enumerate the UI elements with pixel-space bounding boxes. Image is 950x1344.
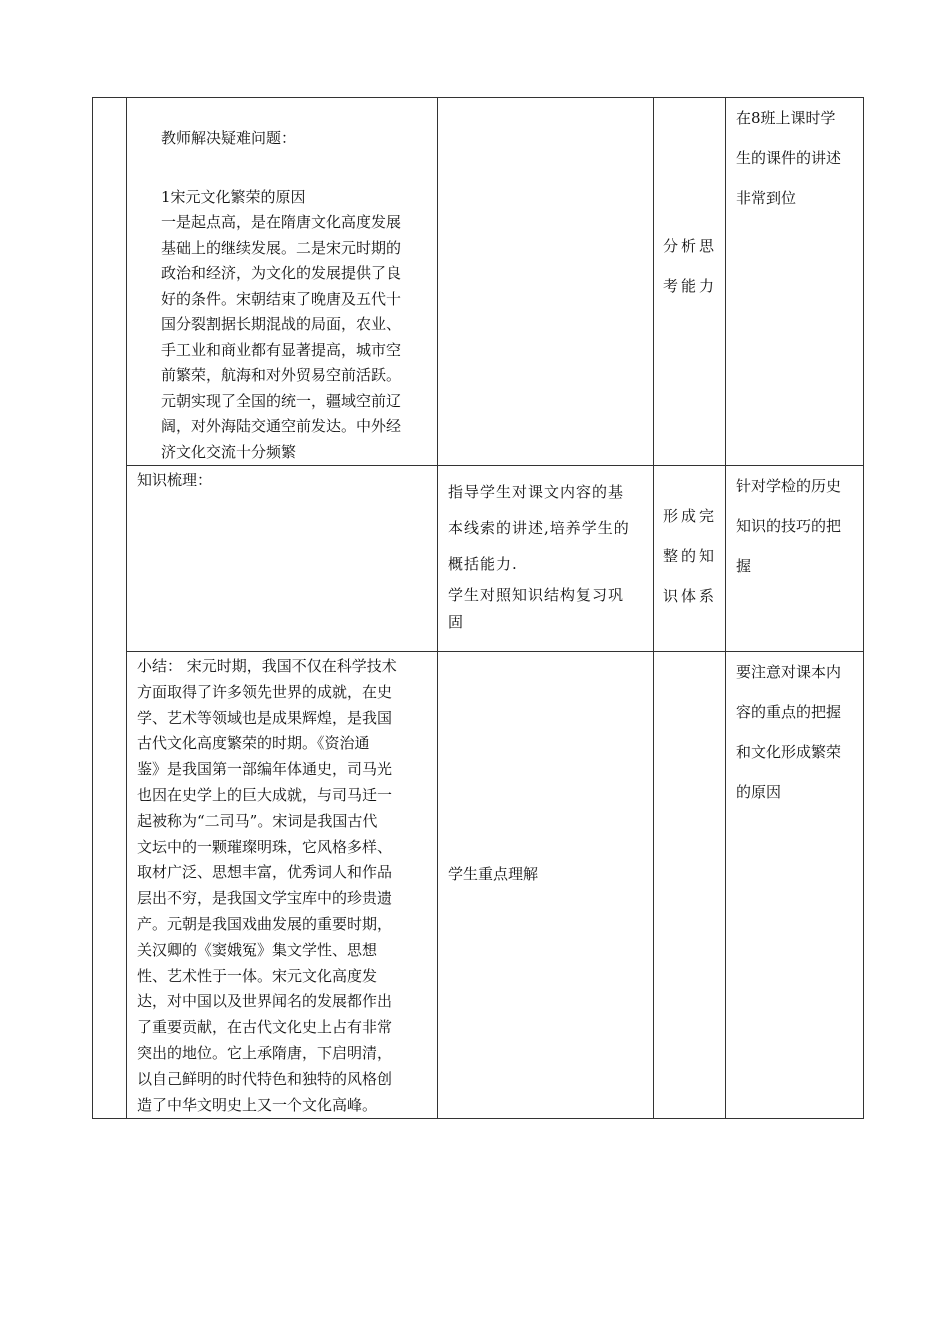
teacher-activity-cell [127,98,438,466]
section-heading: 教师解决疑难问题： [161,128,297,147]
section-body: 1宋元文化繁荣的原因 一是起点高，是在隋唐文化高度发展 基础上的继续发展。二是宋元时期的 政治和经济，为文化的发展提供了良 好的条件。宋朝结束了晚唐及五代十 国分裂割据长期混战的局面，农业、 手工业和商业都有显著提高，城市空 前繁荣，航海和对外贸易空前活跃。 元朝实现了全国的统一，疆域空前辽 阔，对外海陆交通空前发达。中外经 济文化交流十分频繁 [161,187,402,461]
lesson-plan-table [92,97,864,1119]
ability-goal-text: 形成完 整的知 识体系 [663,507,718,605]
student-activity-text: 学生重点理解 [448,865,539,883]
summary-text: 小结： 宋元时期，我国不仅在科学技术 方面取得了许多领先世界的成就，在史 学、艺术等领域也是成果辉煌，是我国 古代文化高度繁荣的时期。《资治通 鉴》是我国第一部编年体通史，司马光 也因在史学上的巨大成就，与司马迁一 起被称为“二司马”。宋词是我国古代 文坛中的一颗璀璨明珠，它风格多样、 取材广泛、思想丰富，优秀词人和作品 层出不穷，是我国文学宝库中的珍贵遗 产。元朝是我国戏曲发展的重要时期， 关汉卿的《窦娥冤》集文学性、思想 性、艺术性于一体。宋元文化高度发 达，对中国以及世界闻名的发展都作出 了重要贡献，在古代文化史上占有非常 突出的地位。它上承隋唐，下启明清， 以自己鲜明的时代特色和独特的风格创 造了中华文明史上又一个文化高峰。 [137,657,397,1114]
reflection-cell [726,652,864,1119]
teacher-activity-cell [127,466,438,652]
blank-margin-cell [93,98,127,1119]
student-activity-cell [438,652,654,1119]
reflection-cell [726,466,864,652]
reflection-text: 要注意对课本内 容的重点的把握 和文化形成繁荣 的原因 [736,663,842,801]
table-row [93,98,864,466]
reflection-cell [726,98,864,466]
reflection-text: 针对学检的历史 知识的技巧的把 握 [736,477,842,575]
student-activity-text: 学生对照知识结构复习巩 固 [448,586,625,631]
reflection-text: 在8班上课时学 生的课件的讲述 非常到位 [736,109,842,207]
ability-goal-text: 分析思 考能力 [663,237,718,295]
teacher-activity-cell [127,652,438,1119]
student-activity-cell [438,466,654,652]
ability-goal-cell [654,466,726,652]
student-activity-cell [438,98,654,466]
student-activity-text: 指导学生对课文内容的基 本线索的讲述,培养学生的 概括能力. [448,483,630,573]
ability-goal-cell [654,98,726,466]
ability-goal-cell [654,652,726,1119]
table-row [93,652,864,1119]
section-heading: 知识梳理： [137,471,213,489]
table-row [93,466,864,652]
